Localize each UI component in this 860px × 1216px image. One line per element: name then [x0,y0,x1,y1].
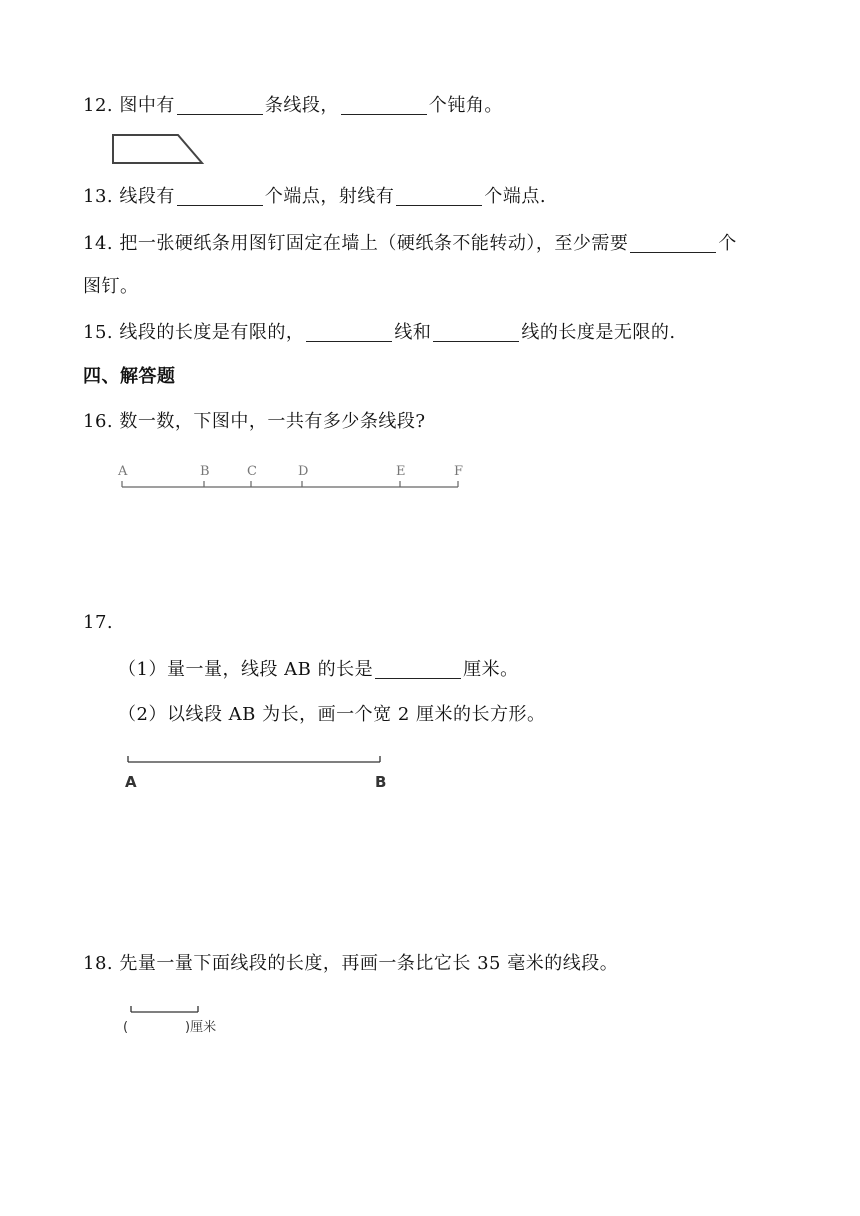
answer-blank[interactable] [341,94,427,115]
question-number: 12. [83,95,114,116]
paren-open: ( [123,1020,129,1035]
point-label-d: D [298,464,309,479]
question-text: 数一数，下图中，一共有多少条线段? [119,411,426,432]
question-text: 条线段， [264,95,339,116]
question-text: 厘米。 [463,659,519,680]
question-text: 图中有 [119,95,175,116]
question-17 [83,612,113,634]
point-label-b: B [200,464,210,479]
segment-points-figure [112,460,472,496]
point-label-c: C [247,464,257,479]
question-text: 把一张硬纸条用图钉固定在墙上（硬纸条不能转动），至少需要 [119,233,629,254]
question-number: 14. [83,233,114,254]
question-number: 15. [83,322,114,343]
question-text: 线段有 [119,186,175,207]
measure-segment-figure [118,1000,248,1040]
question-text: 个 [718,233,737,254]
question-text: 线的长度是无限的. [521,322,676,343]
question-text: 线段的长度是有限的， [119,322,305,343]
question-number: 13. [83,186,114,207]
answer-blank[interactable] [375,658,461,679]
point-a-label: A [125,773,137,791]
question-number: 18. [83,953,114,974]
question-17-part-1 [118,658,519,681]
section-heading: 四、解答题 [83,366,176,387]
question-text: 个钝角。 [428,95,503,116]
trapezoid-figure [110,132,206,168]
question-text: 图钉。 [83,276,139,297]
point-label-a: A [118,464,128,479]
question-14 [83,232,737,255]
question-13 [83,185,546,208]
question-number: 16. [83,411,114,432]
question-number: 17. [83,612,114,633]
answer-blank[interactable] [177,94,263,115]
answer-blank[interactable] [630,232,716,253]
question-16 [83,411,426,433]
question-text: 线和 [394,322,432,343]
answer-blank[interactable] [177,185,263,206]
answer-blank[interactable] [306,321,392,342]
question-14-continued [83,276,139,298]
point-label-f: F [454,464,464,479]
question-15 [83,321,676,344]
trapezoid-shape [113,135,202,163]
question-text: （1）量一量，线段 AB 的长是 [118,659,374,680]
unit-label: )厘米 [185,1020,217,1035]
question-text: 先量一量下面线段的长度，再画一条比它长 35 毫米的线段。 [119,953,619,974]
question-text: 个端点. [484,186,547,207]
answer-blank[interactable] [396,185,482,206]
segment-ab-figure [120,748,400,794]
question-17-part-2 [118,704,546,726]
question-12 [83,94,503,117]
question-18 [83,953,618,975]
question-text: 个端点，射线有 [264,186,395,207]
answer-blank[interactable] [433,321,519,342]
point-label-e: E [396,464,406,479]
question-text: （2）以线段 AB 为长，画一个宽 2 厘米的长方形。 [118,704,546,725]
point-b-label: B [375,773,387,791]
